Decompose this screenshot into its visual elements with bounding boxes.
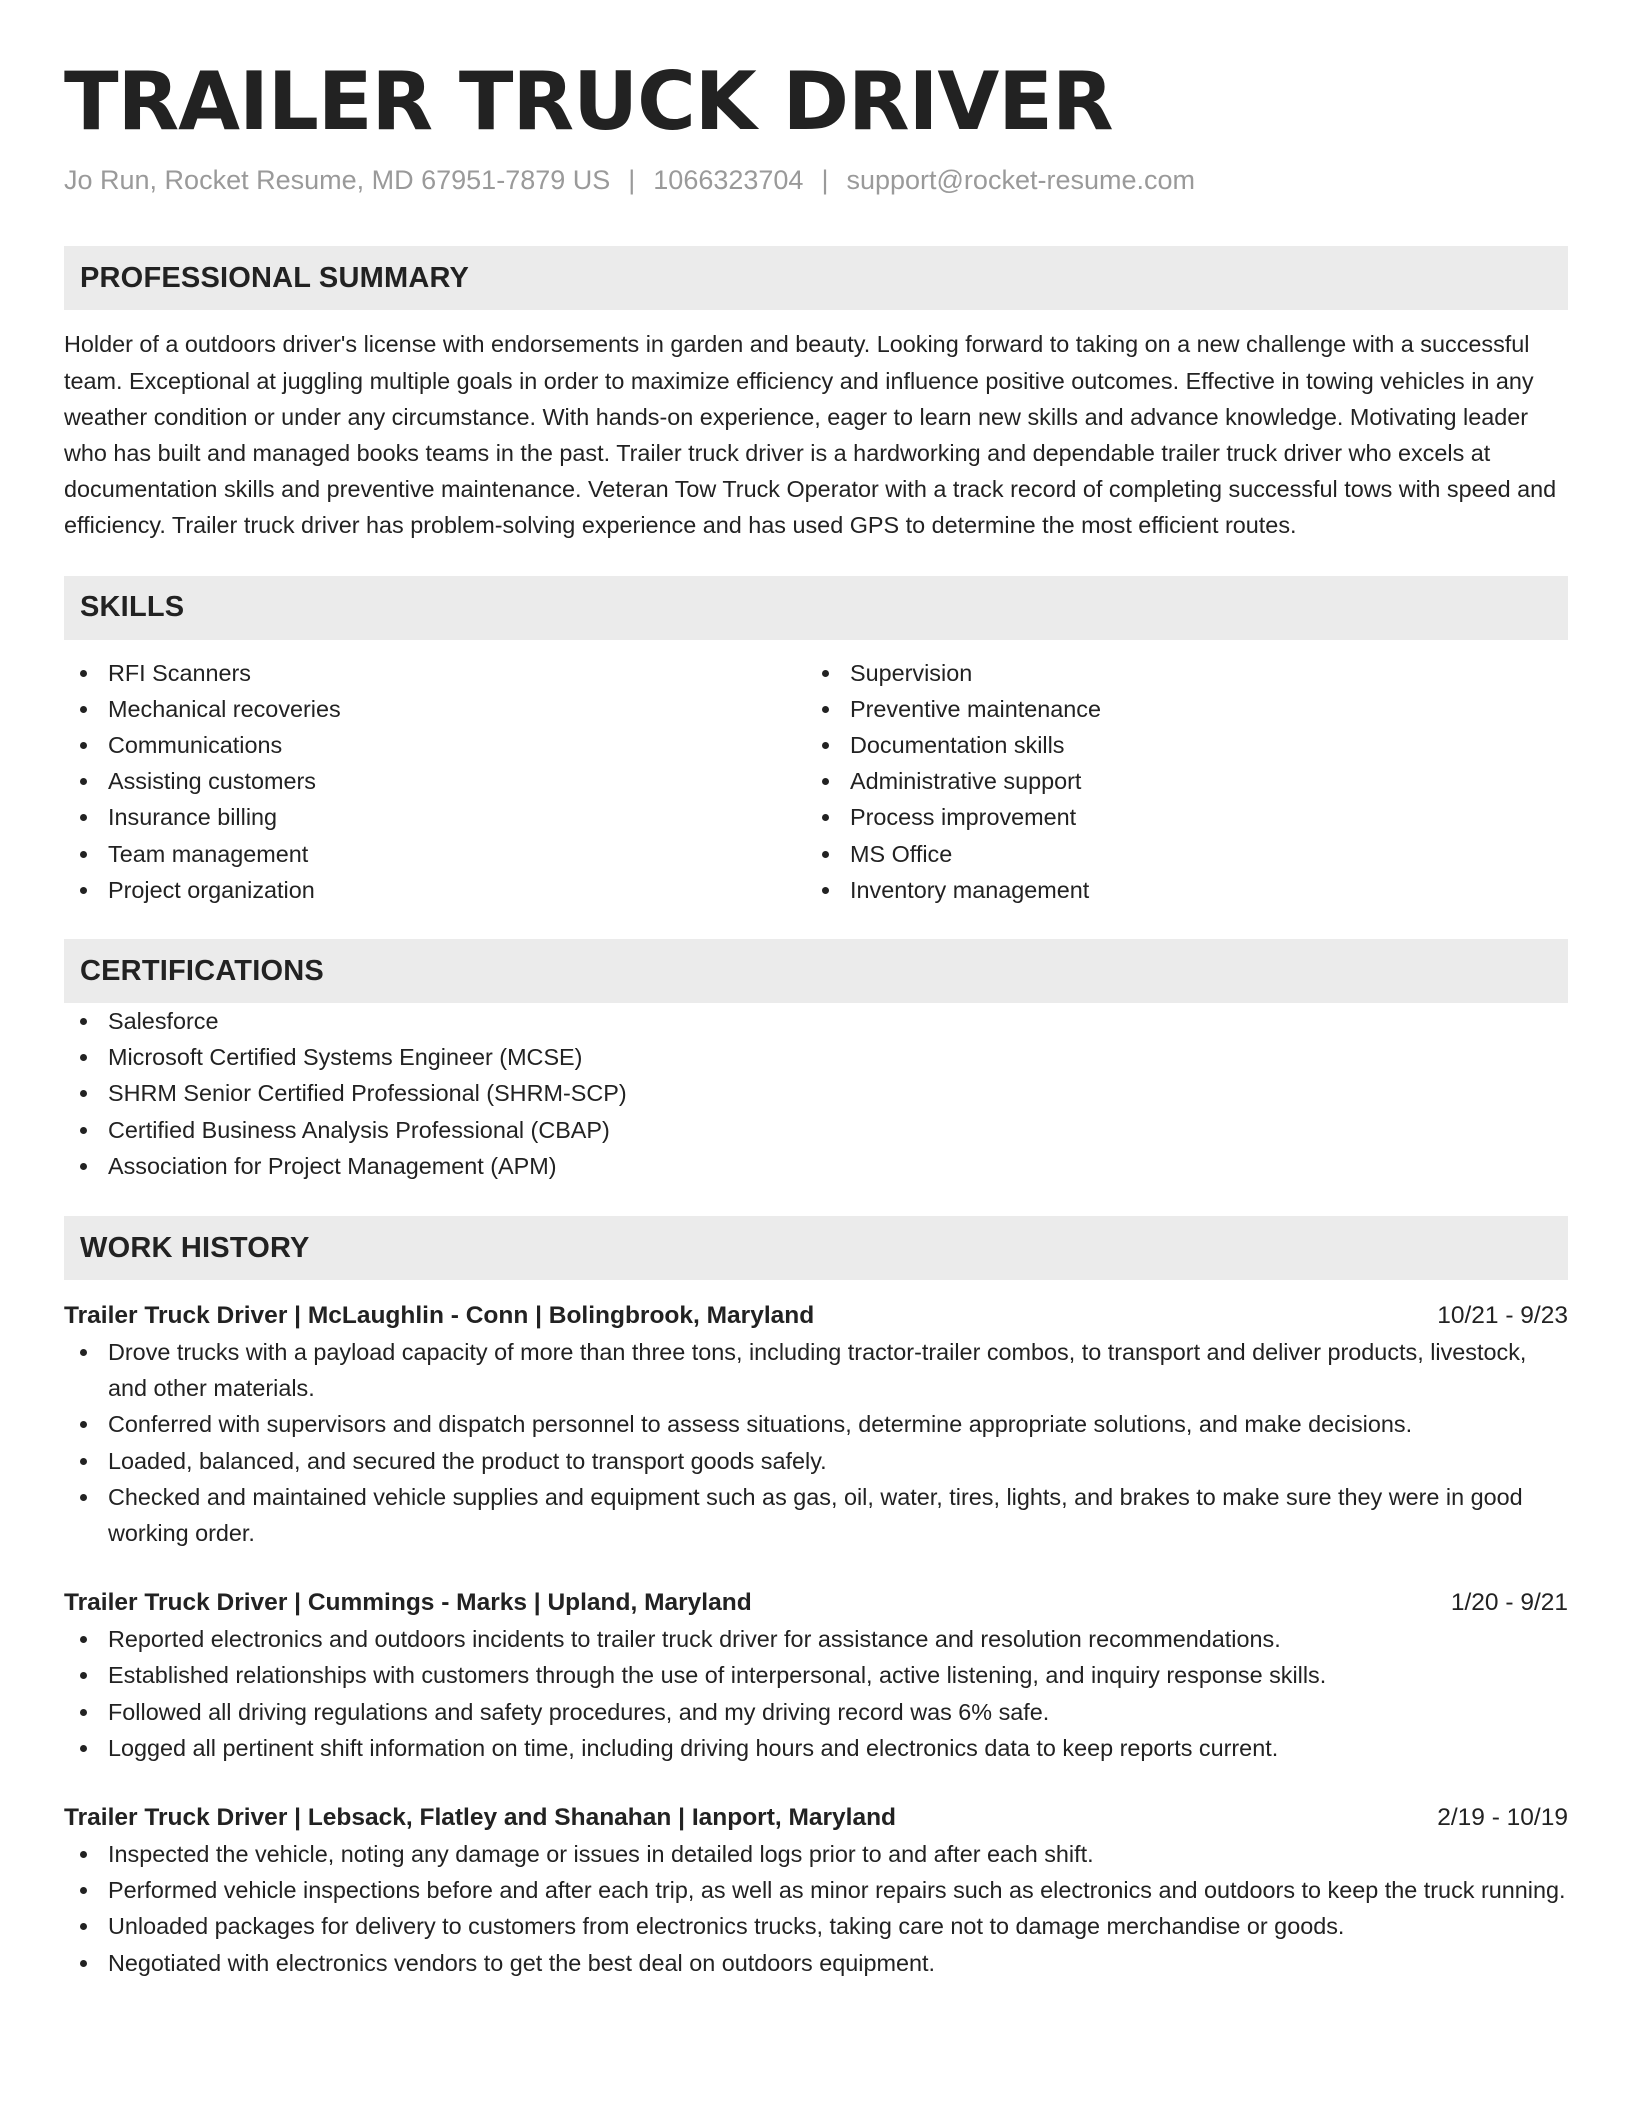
- job-dates: 1/20 - 9/21: [1450, 1589, 1568, 1617]
- section-header-summary: PROFESSIONAL SUMMARY: [64, 246, 1568, 310]
- job-entry: [64, 1800, 1568, 1981]
- job-header: [64, 1800, 1568, 1836]
- contact-line: [64, 164, 1568, 196]
- skill-item: Team management: [64, 836, 806, 872]
- skill-item: Inventory management: [806, 872, 1548, 908]
- job-bullet: Followed all driving regulations and safety procedures, and my driving record was 6% safe.: [64, 1694, 1568, 1730]
- skill-item: Insurance billing: [64, 799, 806, 835]
- job-bullet: Reported electronics and outdoors incidents to trailer truck driver for assistance and resolution recommendations.: [64, 1621, 1568, 1657]
- skill-item: Supervision: [806, 655, 1548, 691]
- job-bullet: Checked and maintained vehicle supplies and equipment such as gas, oil, water, tires, lights, and brakes to make sure they were in good working order.: [64, 1479, 1568, 1551]
- contact-address: Jo Run, Rocket Resume, MD 67951-7879 US: [64, 165, 611, 195]
- skill-item: Preventive maintenance: [806, 691, 1548, 727]
- certifications-list: [64, 1003, 1568, 1184]
- certification-item: Certified Business Analysis Professional (CBAP): [64, 1112, 1568, 1148]
- skill-item: Process improvement: [806, 799, 1548, 835]
- job-title: Trailer Truck Driver | Cummings - Marks | Upland, Maryland: [64, 1589, 752, 1617]
- summary-paragraph: Holder of a outdoors driver's license with endorsements in garden and beauty. Looking forward to taking on a new challenge with a successful team. Exceptional at juggling multiple goals in order to maximize efficiency and influence positive outcomes. Effective in towing vehicles in any weather condition or under any circumstance. With hands-on experience, eager to learn new skills and advance knowledge. Motivating leader who has built and managed books teams in the past. Trailer truck driver is a hardworking and dependable trailer truck driver who excels at documentation skills and preventive maintenance. Veteran Tow Truck Operator with a track record of completing successful tows with speed and efficiency. Trailer truck driver has problem-solving experience and has used GPS to determine the most efficient routes.: [64, 331, 1557, 539]
- contact-phone: 1066323704: [653, 165, 804, 195]
- section-header-certifications: CERTIFICATIONS: [64, 939, 1568, 1003]
- job-bullet: Established relationships with customers through the use of interpersonal, active listening, and inquiry response skills.: [64, 1657, 1568, 1693]
- job-entry: [64, 1585, 1568, 1766]
- skill-item: Documentation skills: [806, 727, 1548, 763]
- skills-grid: [64, 655, 1568, 908]
- job-bullet: Loaded, balanced, and secured the product to transport goods safely.: [64, 1443, 1568, 1479]
- skill-item: Communications: [64, 727, 806, 763]
- section-header-skills: SKILLS: [64, 576, 1568, 640]
- resume-title: TRAILER TRUCK DRIVER: [64, 55, 1113, 148]
- job-bullet: Negotiated with electronics vendors to get the best deal on outdoors equipment.: [64, 1945, 1568, 1981]
- contact-separator: |: [821, 165, 829, 195]
- certification-item: SHRM Senior Certified Professional (SHRM-SCP): [64, 1075, 1568, 1111]
- job-bullet: Performed vehicle inspections before and after each trip, as well as minor repairs such as electronics and outdoors to keep the truck running.: [64, 1872, 1568, 1908]
- certification-item: Association for Project Management (APM): [64, 1148, 1568, 1184]
- skill-item: MS Office: [806, 836, 1548, 872]
- job-bullet: Inspected the vehicle, noting any damage or issues in detailed logs prior to and after each shift.: [64, 1836, 1568, 1872]
- job-header: [64, 1298, 1568, 1334]
- job-title: Trailer Truck Driver | Lebsack, Flatley and Shanahan | Ianport, Maryland: [64, 1804, 897, 1832]
- job-bullet: Logged all pertinent shift information on time, including driving hours and electronics data to keep reports current.: [64, 1730, 1568, 1766]
- job-bullets: [64, 1621, 1568, 1766]
- skill-item: RFI Scanners: [64, 655, 806, 691]
- contact-email: support@rocket-resume.com: [846, 165, 1195, 195]
- job-title: Trailer Truck Driver | McLaughlin - Conn | Bolingbrook, Maryland: [64, 1302, 815, 1330]
- job-dates: 2/19 - 10/19: [1437, 1804, 1568, 1832]
- job-bullet: Conferred with supervisors and dispatch personnel to assess situations, determine appropriate solutions, and make decisions.: [64, 1406, 1568, 1442]
- job-bullets: [64, 1836, 1568, 1981]
- skill-item: Assisting customers: [64, 763, 806, 799]
- job-header: [64, 1585, 1568, 1621]
- skills-column-right: [806, 655, 1548, 908]
- contact-separator: |: [628, 165, 636, 195]
- job-bullets: [64, 1334, 1568, 1551]
- job-bullet: Drove trucks with a payload capacity of more than three tons, including tractor-trailer combos, to transport and deliver products, livestock, and other materials.: [64, 1334, 1568, 1406]
- job-bullet: Unloaded packages for delivery to customers from electronics trucks, taking care not to damage merchandise or goods.: [64, 1908, 1568, 1944]
- skill-item: Project organization: [64, 872, 806, 908]
- section-header-work-history: WORK HISTORY: [64, 1216, 1568, 1280]
- skills-column-left: [64, 655, 806, 908]
- skill-item: Mechanical recoveries: [64, 691, 806, 727]
- skill-item: Administrative support: [806, 763, 1548, 799]
- certification-item: Salesforce: [64, 1003, 1568, 1039]
- job-entry: [64, 1298, 1568, 1551]
- certification-item: Microsoft Certified Systems Engineer (MCSE): [64, 1039, 1568, 1075]
- job-dates: 10/21 - 9/23: [1437, 1302, 1568, 1330]
